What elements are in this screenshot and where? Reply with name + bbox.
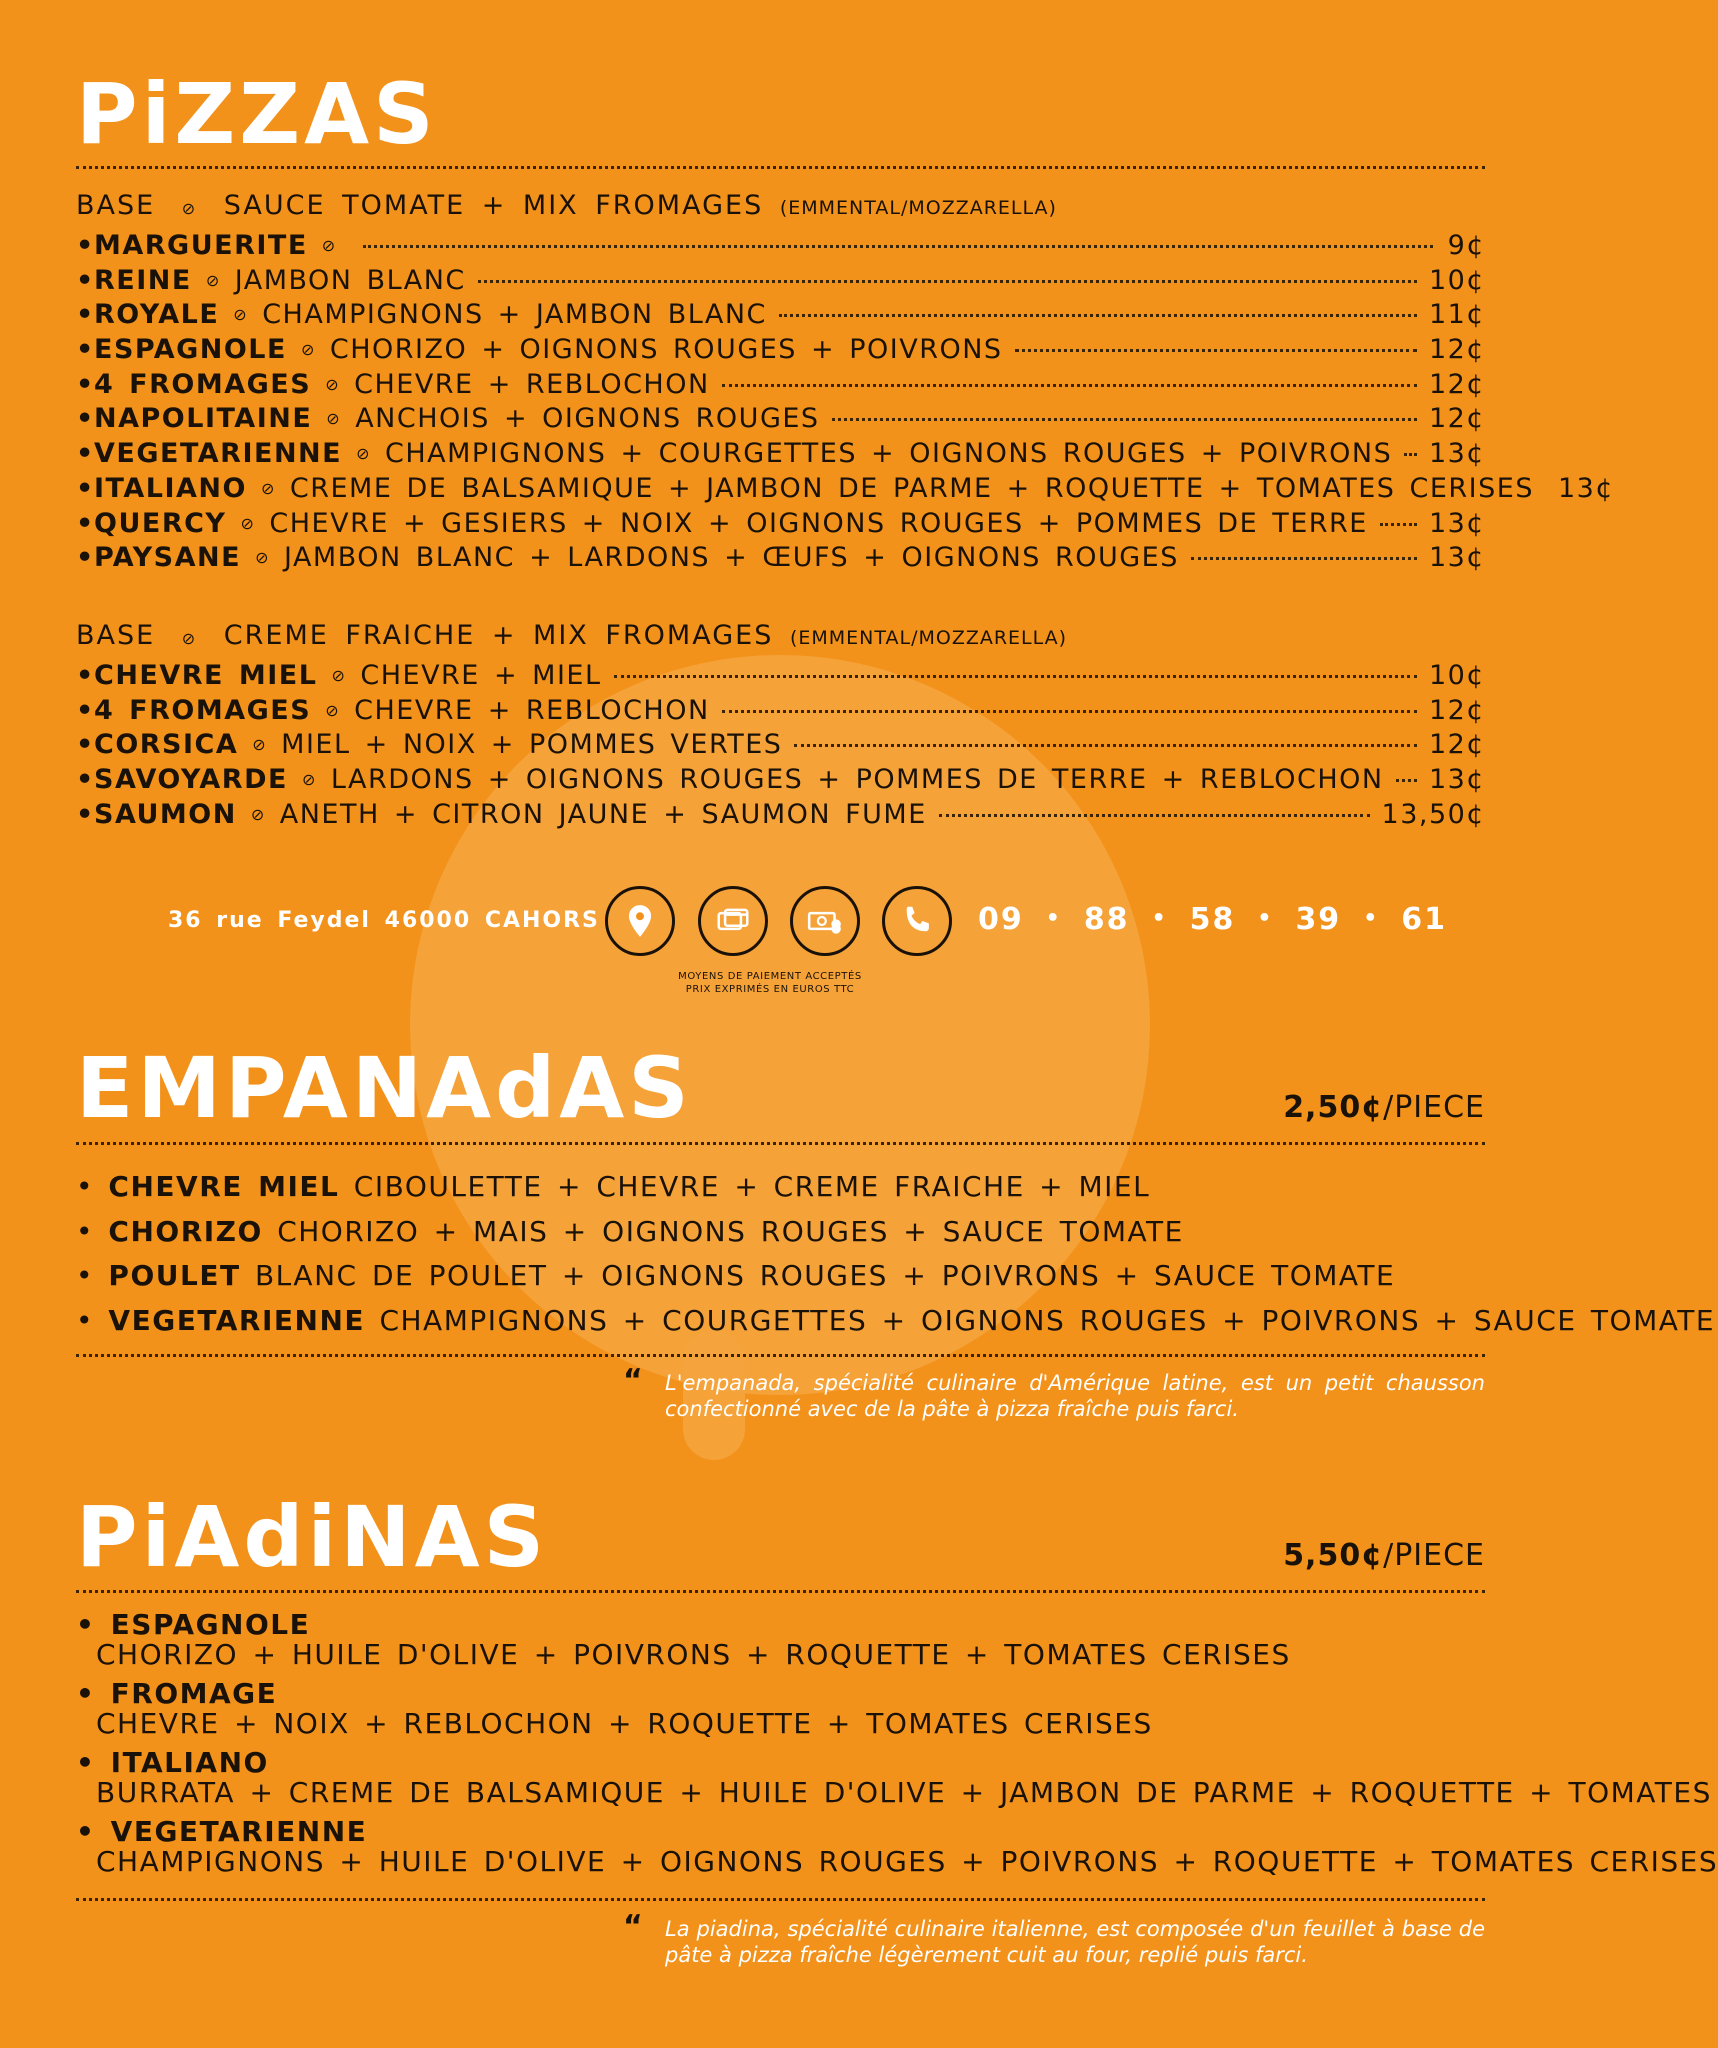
item-ingredients: CHAMPIGNONS + JAMBON BLANC — [262, 299, 767, 331]
item-name: • ESPAGNOLE — [76, 1610, 1485, 1640]
item-ingredients: CHEVRE + GESIERS + NOIX + OIGNONS ROUGES + POMMES DE TERRE — [269, 507, 1368, 539]
phone-number — [978, 902, 1447, 937]
separator-icon: ⊘ — [181, 629, 198, 648]
piadinas-rule-top — [76, 1590, 1485, 1593]
base-label: BASE — [76, 620, 156, 651]
item-name: CORSICA — [94, 729, 239, 761]
pizzas-rule — [76, 166, 1485, 169]
price-value: 5,50¢ — [1283, 1538, 1384, 1573]
dot-separator: • — [1363, 906, 1380, 931]
item-ingredients: CREME DE BALSAMIQUE + JAMBON DE PARME + ROQUETTE + TOMATES CERISES — [289, 472, 1534, 504]
item-price: 13¢ — [1428, 438, 1485, 470]
separator-icon: ⊘ — [331, 666, 347, 685]
item-name: ROYALE — [94, 299, 220, 331]
separator-icon: ⊘ — [233, 305, 249, 325]
empanada-item — [76, 1170, 1485, 1215]
price-value: 2,50¢ — [1283, 1090, 1384, 1125]
dotted-leader — [722, 710, 1417, 713]
bullet-icon: • — [76, 264, 95, 296]
item-price: 13,50¢ — [1381, 798, 1485, 830]
piadinas-note — [623, 1909, 1485, 1968]
item-ingredients: CHEVRE + NOIX + REBLOCHON + ROQUETTE + TOMATES CERISES — [96, 1707, 1153, 1740]
empanadas-rule-bottom — [76, 1354, 1485, 1357]
item-ingredients: BLANC DE POULET + OIGNONS ROUGES + POIVRONS + SAUCE TOMATE — [254, 1259, 1396, 1292]
dotted-leader — [1191, 557, 1417, 560]
menu-item-row — [76, 369, 1485, 404]
dot-separator: • — [1257, 906, 1274, 931]
empanadas-price — [1283, 1090, 1485, 1125]
item-ingredients: CHEVRE + REBLOCHON — [354, 694, 710, 726]
item-name: NAPOLITAINE — [94, 403, 313, 435]
separator-icon: ⊘ — [205, 270, 221, 290]
menu-item-row — [76, 403, 1485, 438]
item-price: 13¢ — [1557, 472, 1615, 504]
bullet-icon: • — [76, 507, 95, 539]
item-ingredients: CHORIZO + MAIS + OIGNONS ROUGES + SAUCE TOMATE — [277, 1214, 1184, 1248]
note-text: L'empanada, spécialité culinaire d'Amérique latine, est un petit chausson confectionné avec de la pâte à pizza fraîche puis farci. — [665, 1371, 1485, 1421]
item-price: 12¢ — [1428, 334, 1485, 366]
item-price: 13¢ — [1428, 764, 1485, 796]
item-price: 12¢ — [1428, 694, 1485, 726]
menu-item-row — [76, 334, 1485, 369]
piadina-item — [76, 1815, 1718, 1878]
pizzas-list-1 — [76, 230, 1615, 577]
piadinas-title: PiAdiNAS — [76, 1488, 549, 1586]
menu-item-row — [76, 695, 1485, 730]
item-price: 12¢ — [1428, 368, 1485, 400]
item-name: • FROMAGE — [76, 1679, 1485, 1709]
payment-note — [640, 970, 900, 996]
piadina-item — [76, 1610, 1485, 1670]
dot-separator: • — [1045, 906, 1062, 931]
item-ingredients: BURRATA + CREME DE BALSAMIQUE + HUILE D'OLIVE + JAMBON DE PARME + ROQUETTE + TOMATES — [96, 1776, 1712, 1809]
separator-icon: ⊘ — [300, 340, 316, 360]
base-note: (EMMENTAL/MOZZARELLA) — [779, 197, 1057, 219]
empanadas-title: EMPANAdAS — [76, 1039, 693, 1137]
dotted-leader — [1015, 349, 1417, 352]
menu-item-row — [76, 799, 1485, 834]
contact-bar — [0, 880, 1561, 960]
item-name: 4 FROMAGES — [94, 368, 312, 400]
dotted-leader — [478, 280, 1417, 283]
quote-icon: “ — [623, 1363, 643, 1398]
base-text: CREME FRAICHE + MIX FROMAGES — [223, 620, 774, 651]
piadina-item — [76, 1679, 1485, 1739]
item-ingredients: CIBOULETTE + CHEVRE + CREME FRAICHE + MIEL — [353, 1170, 1151, 1203]
base-label: BASE — [76, 190, 156, 221]
item-price: 11¢ — [1428, 299, 1485, 331]
bullet-icon: • — [76, 542, 95, 574]
payment-note-line: PRIX EXPRIMÉS EN EUROS TTC — [685, 984, 855, 995]
item-name: PAYSANE — [94, 542, 242, 574]
dotted-leader — [1380, 523, 1417, 526]
item-price: 10¢ — [1428, 264, 1485, 296]
item-price: 12¢ — [1428, 403, 1485, 435]
address: 36 rue Feydel 46000 CAHORS — [168, 908, 600, 933]
empanada-item — [76, 1303, 1716, 1349]
item-ingredients: CHAMPIGNONS + HUILE D'OLIVE + OIGNONS ROUGES + POIVRONS + ROQUETTE + TOMATES CERISES — [96, 1845, 1718, 1878]
phone-part: 09 — [978, 902, 1024, 937]
dotted-leader — [1404, 453, 1417, 456]
separator-icon: ⊘ — [301, 770, 317, 790]
bullet-icon: • — [76, 764, 95, 796]
menu-item-row — [76, 265, 1485, 300]
item-name: VEGETARIENNE — [108, 1303, 366, 1337]
item-ingredients: CHEVRE + REBLOCHON — [354, 368, 710, 400]
dotted-leader — [832, 418, 1417, 421]
dotted-leader — [939, 814, 1370, 817]
pizzas-base-2 — [76, 620, 1067, 651]
bullet-icon: • — [76, 403, 95, 435]
item-name: SAUMON — [94, 798, 237, 830]
item-name: POULET — [108, 1259, 241, 1292]
phone-part: 88 — [1083, 902, 1130, 937]
payment-note-line: MOYENS DE PAIEMENT ACCEPTÉS — [678, 971, 862, 982]
bullet-icon: • — [76, 660, 95, 691]
bullet-icon: • — [76, 368, 95, 400]
card-icon — [698, 886, 768, 956]
item-name: CHEVRE MIEL — [108, 1170, 340, 1203]
dot-separator: • — [1151, 906, 1168, 931]
item-name: CHEVRE MIEL — [94, 660, 318, 691]
separator-icon: ⊘ — [325, 700, 341, 720]
separator-icon: ⊘ — [252, 735, 268, 755]
bullet-icon: • — [76, 694, 95, 726]
menu-item-row — [76, 764, 1485, 799]
bullet-icon: • — [76, 334, 95, 366]
dotted-leader — [722, 384, 1417, 387]
dotted-leader — [363, 245, 1433, 248]
item-name: • VEGETARIENNE — [76, 1817, 1485, 1847]
menu-item-row — [76, 472, 1615, 508]
phone-icon — [882, 886, 952, 956]
note-text: La piadina, spécialité culinaire italienne, est composée d'un feuillet à base de pâte à pizza fraîche légèrement cuit au four, replié puis farci. — [665, 1917, 1485, 1967]
piadinas-price — [1283, 1538, 1485, 1573]
separator-icon: ⊘ — [325, 374, 341, 394]
item-name: VEGETARIENNE — [94, 438, 343, 470]
item-price: 10¢ — [1428, 660, 1485, 691]
phone-part: 61 — [1401, 902, 1447, 937]
item-ingredients: CHORIZO + OIGNONS ROUGES + POIVRONS — [329, 334, 1003, 366]
bullet-icon: • — [76, 1214, 109, 1248]
bullet-icon: • — [76, 1170, 109, 1203]
separator-icon: ⊘ — [250, 804, 266, 824]
piadinas-list — [76, 1608, 1718, 1886]
separator-icon: ⊘ — [321, 236, 337, 255]
item-price: 13¢ — [1428, 542, 1485, 574]
item-name: MARGUERITE — [94, 230, 308, 261]
piadinas-rule-bottom — [76, 1898, 1485, 1901]
dotted-leader — [1396, 779, 1417, 782]
item-ingredients: CHORIZO + HUILE D'OLIVE + POIVRONS + ROQUETTE + TOMATES CERISES — [96, 1638, 1291, 1671]
menu-item-row — [76, 299, 1485, 334]
separator-icon: ⊘ — [240, 513, 256, 533]
menu-item-row — [76, 438, 1485, 473]
separator-icon: ⊘ — [326, 409, 342, 429]
item-name: SAVOYARDE — [94, 764, 288, 796]
menu-item-row — [76, 542, 1485, 577]
base-text: SAUCE TOMATE + MIX FROMAGES — [223, 190, 764, 221]
item-price: 13¢ — [1428, 507, 1485, 539]
item-ingredients: JAMBON BLANC — [234, 264, 466, 296]
item-price: 9¢ — [1447, 230, 1485, 261]
phone-part: 39 — [1295, 902, 1342, 937]
item-name: ESPAGNOLE — [94, 334, 287, 366]
separator-icon: ⊘ — [181, 199, 198, 218]
separator-icon: ⊘ — [356, 444, 371, 464]
item-name: QUERCY — [94, 507, 227, 539]
item-ingredients: JAMBON BLANC + LARDONS + ŒUFS + OIGNONS ROUGES — [283, 542, 1179, 574]
empanadas-note — [623, 1363, 1485, 1422]
bullet-icon: • — [76, 1259, 109, 1292]
empanada-item — [76, 1215, 1485, 1260]
empanadas-rule-top — [76, 1142, 1485, 1145]
pizzas-title: PiZZAS — [76, 65, 438, 163]
item-name: REINE — [94, 264, 192, 296]
item-ingredients: CHAMPIGNONS + COURGETTES + OIGNONS ROUGES + POIVRONS + SAUCE TOMATE — [379, 1303, 1716, 1337]
menu-item-row — [76, 230, 1485, 265]
item-ingredients: ANETH + CITRON JAUNE + SAUMON FUME — [279, 798, 927, 830]
separator-icon: ⊘ — [255, 548, 270, 568]
item-name: • ITALIANO — [76, 1748, 1485, 1778]
menu-item-row — [76, 729, 1485, 764]
menu-item-row — [76, 660, 1485, 695]
item-price: 12¢ — [1428, 729, 1485, 761]
piadina-item — [76, 1746, 1712, 1809]
item-name: CHORIZO — [108, 1214, 263, 1248]
dotted-leader — [794, 744, 1417, 747]
price-unit: /PIECE — [1383, 1090, 1485, 1125]
item-ingredients: MIEL + NOIX + POMMES VERTES — [281, 729, 783, 761]
phone-part: 58 — [1189, 902, 1236, 937]
bullet-icon: • — [76, 798, 95, 830]
pizzas-list-2 — [76, 660, 1485, 833]
empanadas-list — [76, 1170, 1716, 1348]
item-name: 4 FROMAGES — [94, 694, 312, 726]
menu-item-row — [76, 508, 1485, 543]
location-icon — [605, 886, 675, 956]
item-ingredients: CHEVRE + MIEL — [360, 660, 602, 691]
empanada-item — [76, 1259, 1485, 1304]
cash-icon — [790, 886, 860, 956]
item-ingredients: LARDONS + OIGNONS ROUGES + POMMES DE TERRE + REBLOCHON — [330, 764, 1384, 796]
bullet-icon: • — [76, 230, 95, 261]
bullet-icon: • — [76, 1303, 109, 1337]
base-note: (EMMENTAL/MOZZARELLA) — [789, 627, 1068, 649]
bullet-icon: • — [76, 472, 95, 504]
item-ingredients: ANCHOIS + OIGNONS ROUGES — [355, 403, 820, 435]
item-name: ITALIANO — [94, 472, 247, 504]
bullet-icon: • — [76, 729, 95, 761]
dotted-leader — [779, 314, 1417, 317]
item-ingredients: CHAMPIGNONS + COURGETTES + OIGNONS ROUGES + POIVRONS — [385, 438, 1393, 470]
pizzas-base-1 — [76, 190, 1057, 221]
bullet-icon: • — [76, 438, 95, 470]
price-unit: /PIECE — [1383, 1538, 1485, 1573]
dotted-leader — [614, 675, 1417, 678]
quote-icon: “ — [623, 1909, 643, 1944]
bullet-icon: • — [76, 299, 95, 331]
separator-icon: ⊘ — [260, 478, 276, 498]
